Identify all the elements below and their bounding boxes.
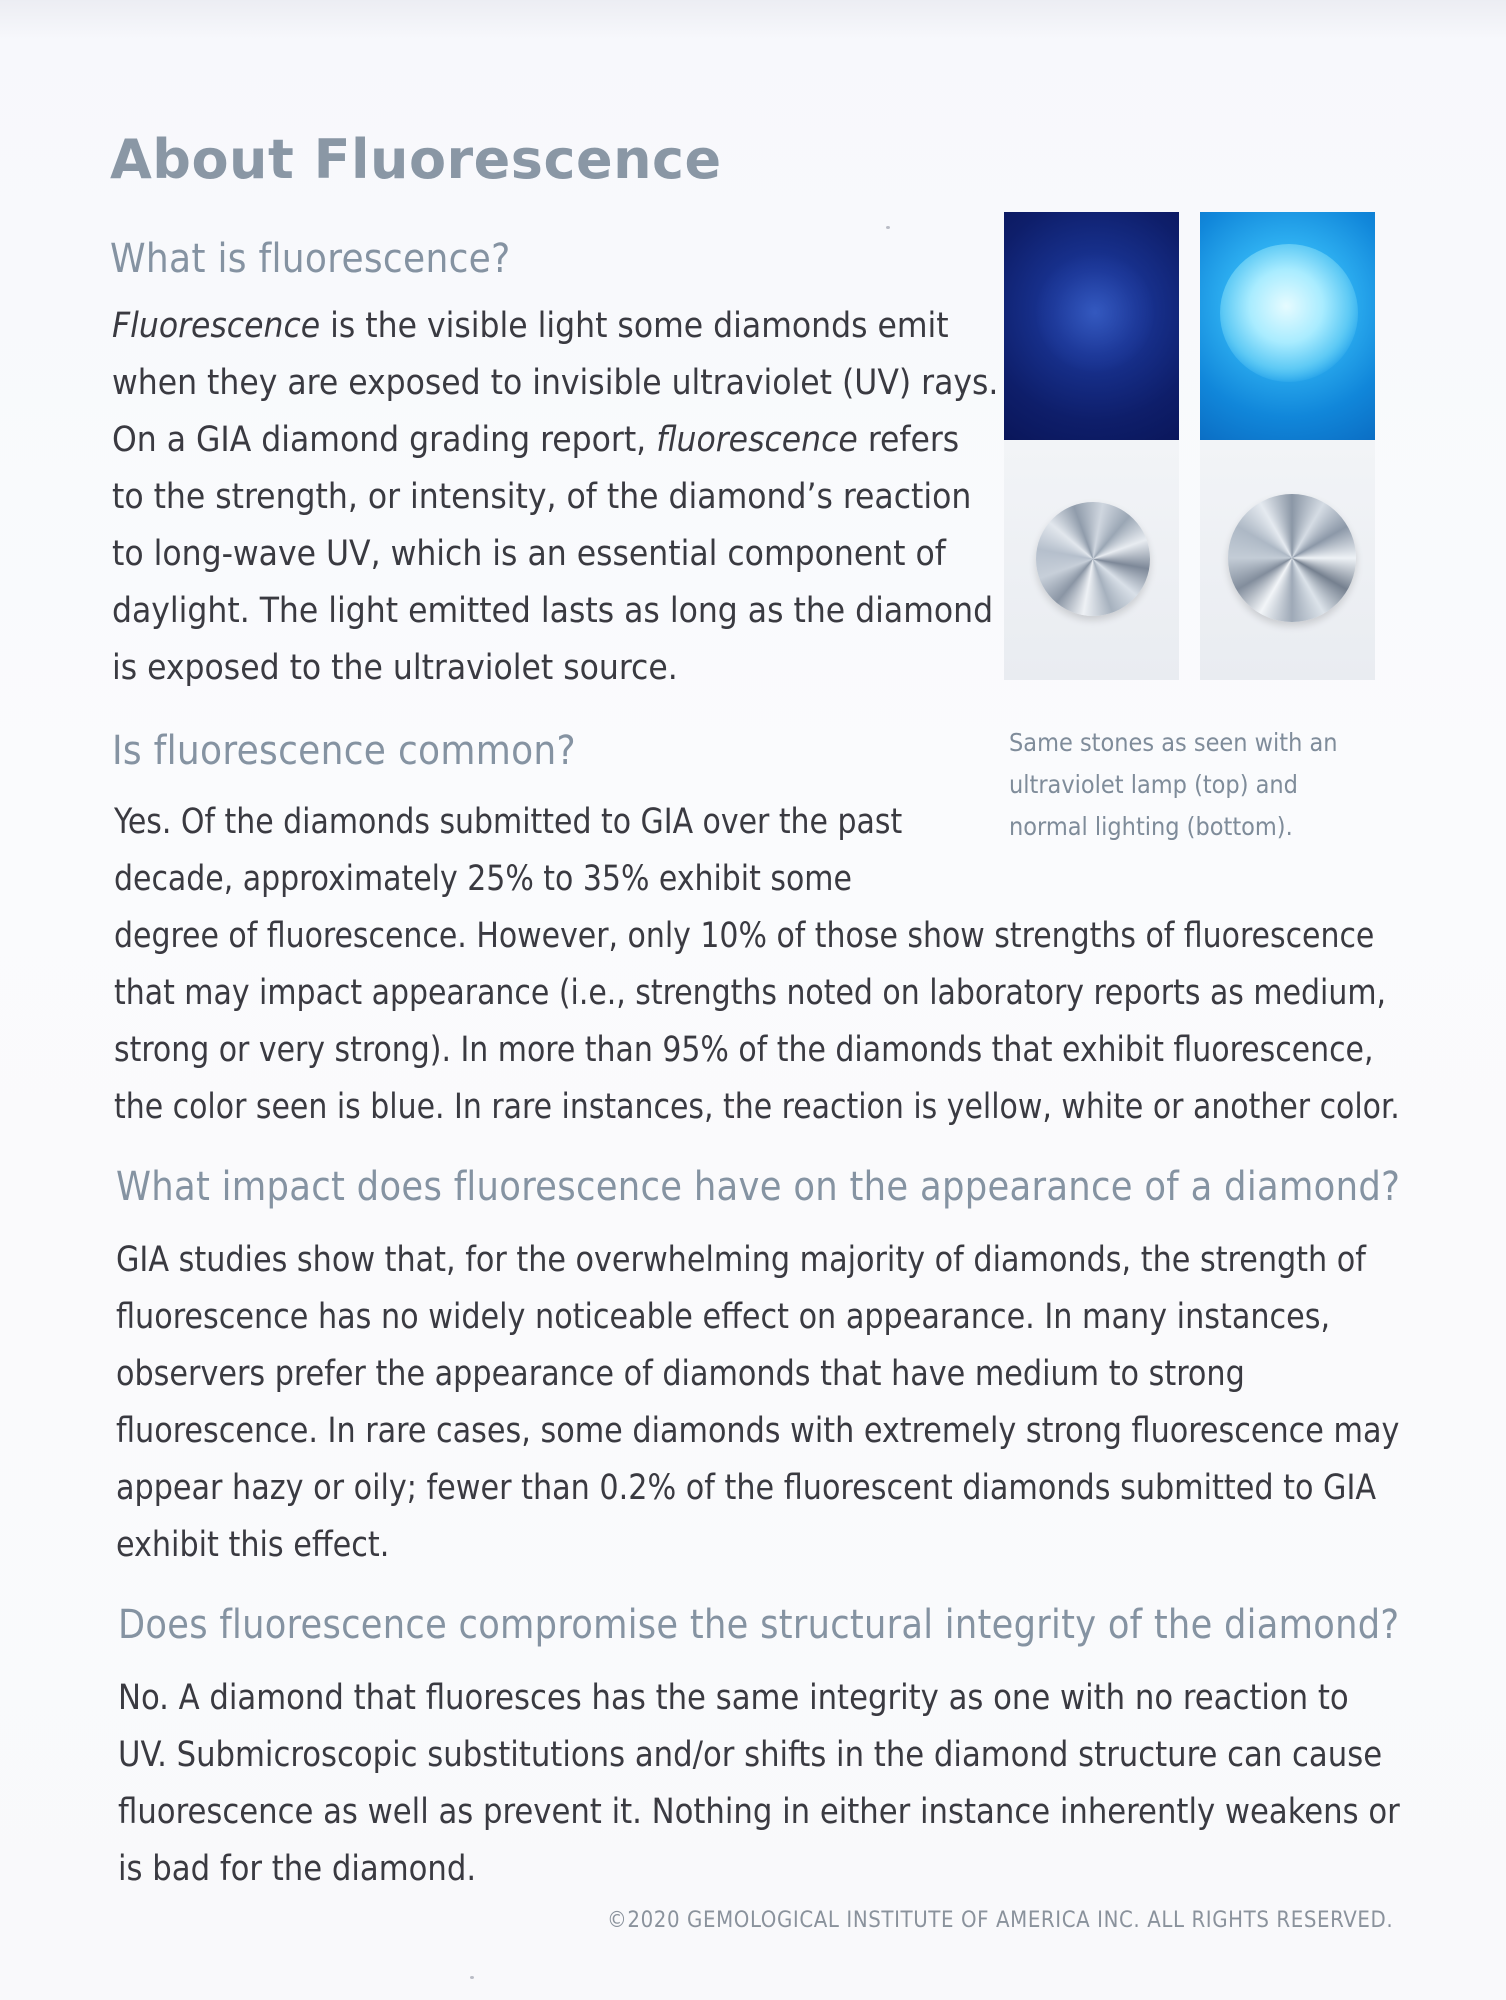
body-line: GIA studies show that, for the overwhelming majority of diamonds, the strength of (116, 1240, 1366, 1280)
body-line: degree of fluorescence. However, only 10% of those show strengths of fluorescence (114, 916, 1375, 956)
diamond-uv-faint (1036, 254, 1154, 372)
normal-light-photo-left (1004, 440, 1179, 680)
body-line: appear hazy or oily; fewer than 0.2% of the fluorescent diamonds submitted to GIA (116, 1468, 1377, 1508)
body-line: fluorescence. In rare cases, some diamonds with extremely strong fluorescence may (116, 1411, 1400, 1451)
body-line: to long-wave UV, which is an essential component of (112, 534, 946, 574)
diamond-normal-right (1228, 494, 1356, 622)
section-heading-impact: What impact does fluorescence have on the appearance of a diamond? (116, 1164, 1401, 1210)
body-line: UV. Submicroscopic substitutions and/or shifts in the diamond structure can cause (118, 1735, 1383, 1775)
body-line: that may impact appearance (i.e., strengths noted on laboratory reports as medium, (114, 973, 1387, 1013)
page-title: About Fluorescence (110, 128, 722, 191)
body-line: Fluorescence is the visible light some diamonds emit (112, 306, 949, 346)
term-fluorescence: Fluorescence (112, 306, 321, 346)
section-body-impact (116, 1232, 1399, 1574)
body-line: daylight. The light emitted lasts as long as the diamond (112, 591, 994, 631)
body-line: to the strength, or intensity, of the diamond’s reaction (112, 477, 972, 517)
section-heading-what-is: What is fluorescence? (110, 236, 511, 282)
body-line: is exposed to the ultraviolet source. (112, 648, 678, 688)
body-line: is bad for the diamond. (118, 1849, 477, 1889)
body-line: the color seen is blue. In rare instances, the reaction is yellow, white or another color. (114, 1087, 1400, 1127)
uv-photo-right (1200, 212, 1375, 440)
section-body-what-is (112, 298, 998, 697)
body-line: On a GIA diamond grading report, fluorescence refers (112, 420, 960, 460)
section-body-common (114, 794, 1400, 1136)
body-line: fluorescence has no widely noticeable effect on appearance. In many instances, (116, 1297, 1331, 1337)
body-line: decade, approximately 25% to 35% exhibit some (114, 859, 852, 899)
normal-light-photo-right (1200, 440, 1375, 680)
body-line: Yes. Of the diamonds submitted to GIA over the past (114, 802, 903, 842)
section-body-integrity (118, 1670, 1400, 1898)
section-heading-integrity: Does fluorescence compromise the structural integrity of the diamond? (118, 1602, 1400, 1648)
term-fluorescence-inline: fluorescence (656, 420, 858, 460)
diamond-normal-left (1036, 502, 1150, 616)
diamond-uv-bright (1220, 244, 1358, 382)
body-line: exhibit this effect. (116, 1525, 390, 1565)
uv-photo-left (1004, 212, 1179, 440)
scan-speck (470, 1976, 474, 1979)
diamond-comparison-photos (1004, 212, 1377, 680)
scan-speck (886, 226, 890, 229)
body-line: when they are exposed to invisible ultraviolet (UV) rays. (112, 363, 999, 403)
body-line: strong or very strong). In more than 95% of the diamonds that exhibit fluorescence, (114, 1030, 1374, 1070)
section-heading-common: Is fluorescence common? (112, 728, 576, 774)
copyright-footer: ©2020 GEMOLOGICAL INSTITUTE OF AMERICA INC. ALL RIGHTS RESERVED. (607, 1908, 1394, 1933)
photo-caption: Same stones as seen with an ultraviolet lamp (top) and normal lighting (bottom). (1009, 728, 1338, 841)
body-line: No. A diamond that fluoresces has the same integrity as one with no reaction to (118, 1678, 1349, 1718)
body-line: fluorescence as well as prevent it. Nothing in either instance inherently weakens or (118, 1792, 1400, 1832)
body-line: observers prefer the appearance of diamonds that have medium to strong (116, 1354, 1245, 1394)
scan-edge (0, 0, 1506, 40)
